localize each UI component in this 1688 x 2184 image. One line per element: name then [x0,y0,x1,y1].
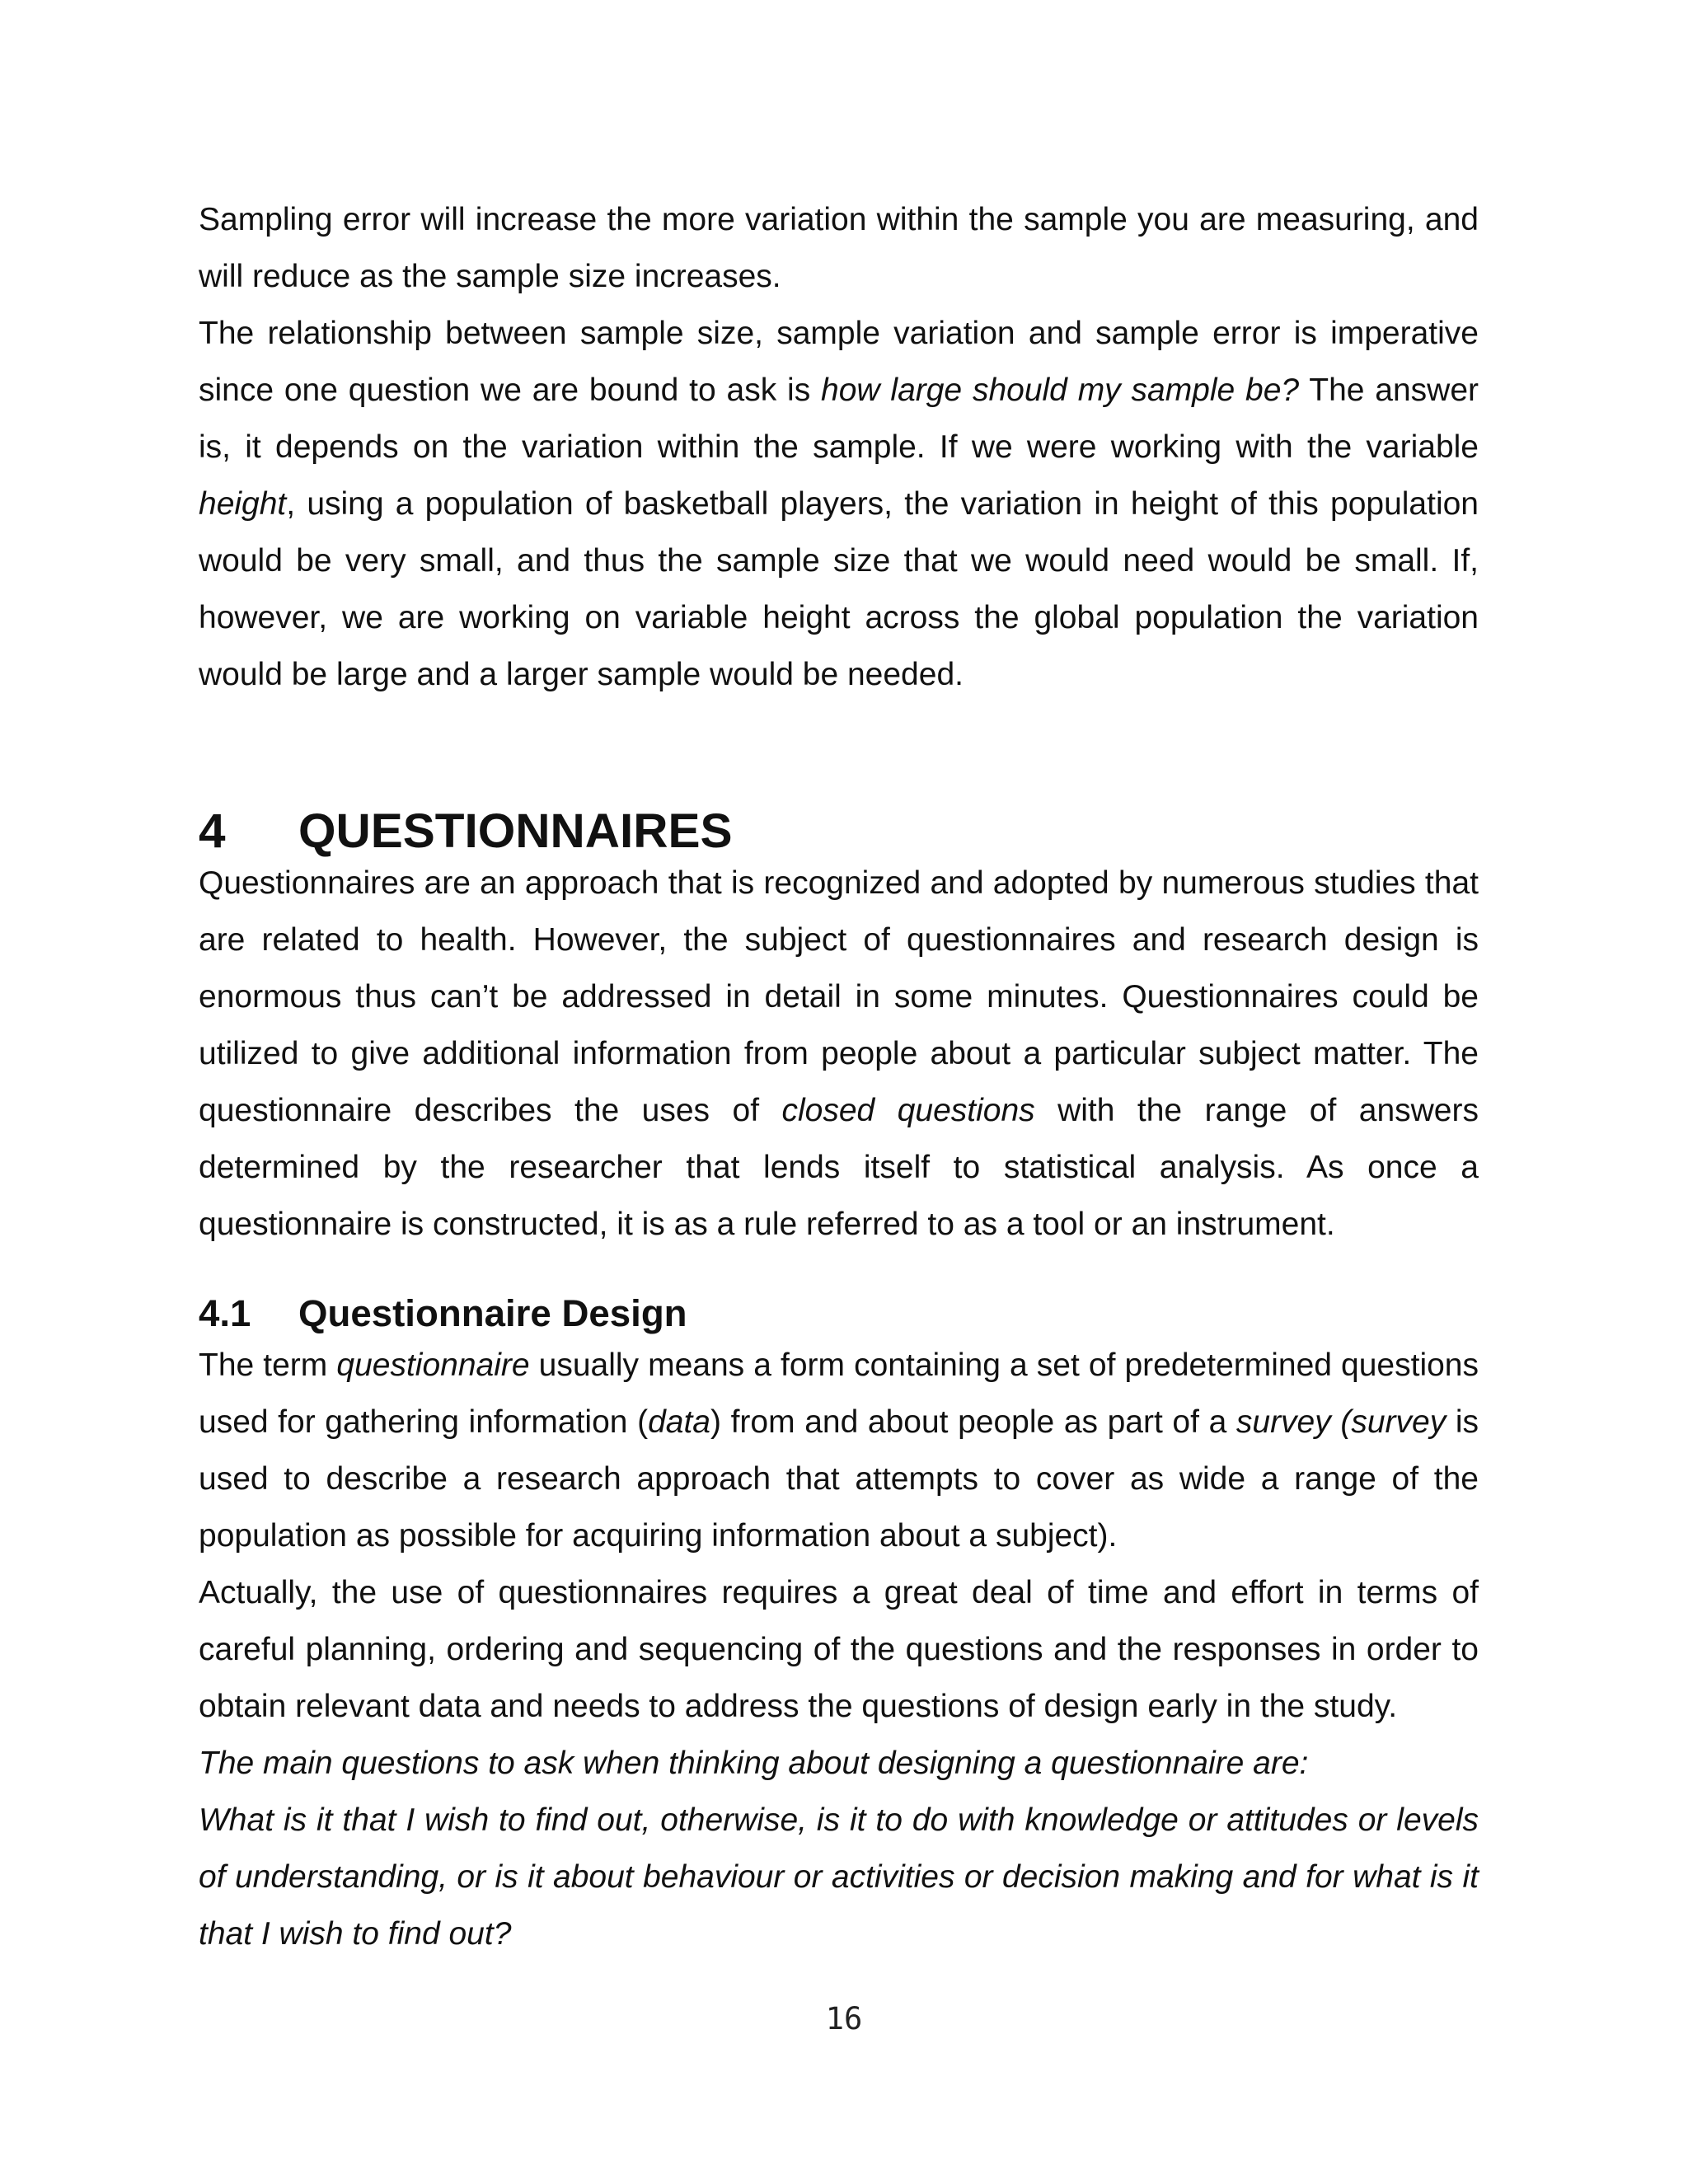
section-4-1-number: 4.1 [199,1292,251,1334]
questionnaires-paragraph [199,855,1479,1253]
main-questions-intro-text: The main questions to ask when thinking about designing a questionnaire are: [199,1746,1309,1781]
section-4-1-heading [199,1291,1479,1337]
main-question-paragraph [199,1792,1479,1962]
term-text-3: ) from and about people as part of a [710,1404,1236,1440]
section-4-title: QUESTIONNAIRES [298,804,733,858]
data-term-italic: data [648,1404,710,1440]
term-text-2: usually means a form containing a set of predetermined questions used for gathering information ( [199,1347,1479,1440]
height-term-italic: height [199,486,287,522]
survey-term-italic: survey (survey [1236,1404,1447,1440]
sample-size-text-1: The relationship between sample size, sample variation and sample error is imperative since one question we are bound to ask is [199,316,1479,408]
sample-size-text-2: The answer is, it depends on the variation within the sample. If we were working with the variable [199,373,1479,465]
closed-questions-italic: closed questions [781,1093,1035,1128]
questionnaire-term-paragraph [199,1337,1479,1564]
sampling-error-paragraph [199,191,1479,305]
section-4-number: 4 [199,804,226,858]
sampling-error-text: Sampling error will increase the more variation within the sample you are measuring, and will reduce as the sample size increases. [199,202,1479,294]
section-4-heading [199,804,1479,858]
main-questions-intro [199,1735,1479,1792]
questionnaire-term-italic: questionnaire [336,1347,530,1383]
sample-size-paragraph [199,305,1479,703]
planning-text: Actually, the use of questionnaires requires a great deal of time and effort in terms of careful planning, ordering and sequencing of the questions and the responses in order to obtain relevant data and needs to address the questions of design early in the study. [199,1575,1479,1724]
sample-size-question-italic: how large should my sample be? [821,373,1300,408]
page-number: 16 [825,2001,863,2036]
page-content [199,191,1479,1962]
planning-paragraph [199,1564,1479,1735]
section-4-1-title: Questionnaire Design [298,1292,687,1334]
main-question-text: What is it that I wish to find out, otherwise, is it to do with knowledge or attitudes or levels of understanding, or is it about behaviour or activities or decision making and for what is it that I wish to find out? [199,1802,1479,1952]
sample-size-text-3: , using a population of basketball players, the variation in height of this population would be very small, and thus the sample size that we would need would be small. If, however, we are working on variable height across the global population the variation would be large and a larger sample would be needed. [199,486,1479,692]
questionnaires-text-1: Questionnaires are an approach that is recognized and adopted by numerous studies that are related to health. However, the subject of questionnaires and research design is enormous thus can’t be addressed in detail in some minutes. Questionnaires could be utilized to give additional information from people about a particular subject matter. The questionnaire describes the uses of [199,865,1479,1128]
term-text-1: The term [199,1347,337,1383]
term-text-4: is used to describe a research approach that attempts to cover as wide a range of the population as possible for acquiring information about a subject). [199,1404,1479,1554]
questionnaires-text-2: with the range of answers determined by the researcher that lends itself to statistical analysis. As once a questionnaire is constructed, it is as a rule referred to as a tool or an instrument. [199,1093,1479,1242]
